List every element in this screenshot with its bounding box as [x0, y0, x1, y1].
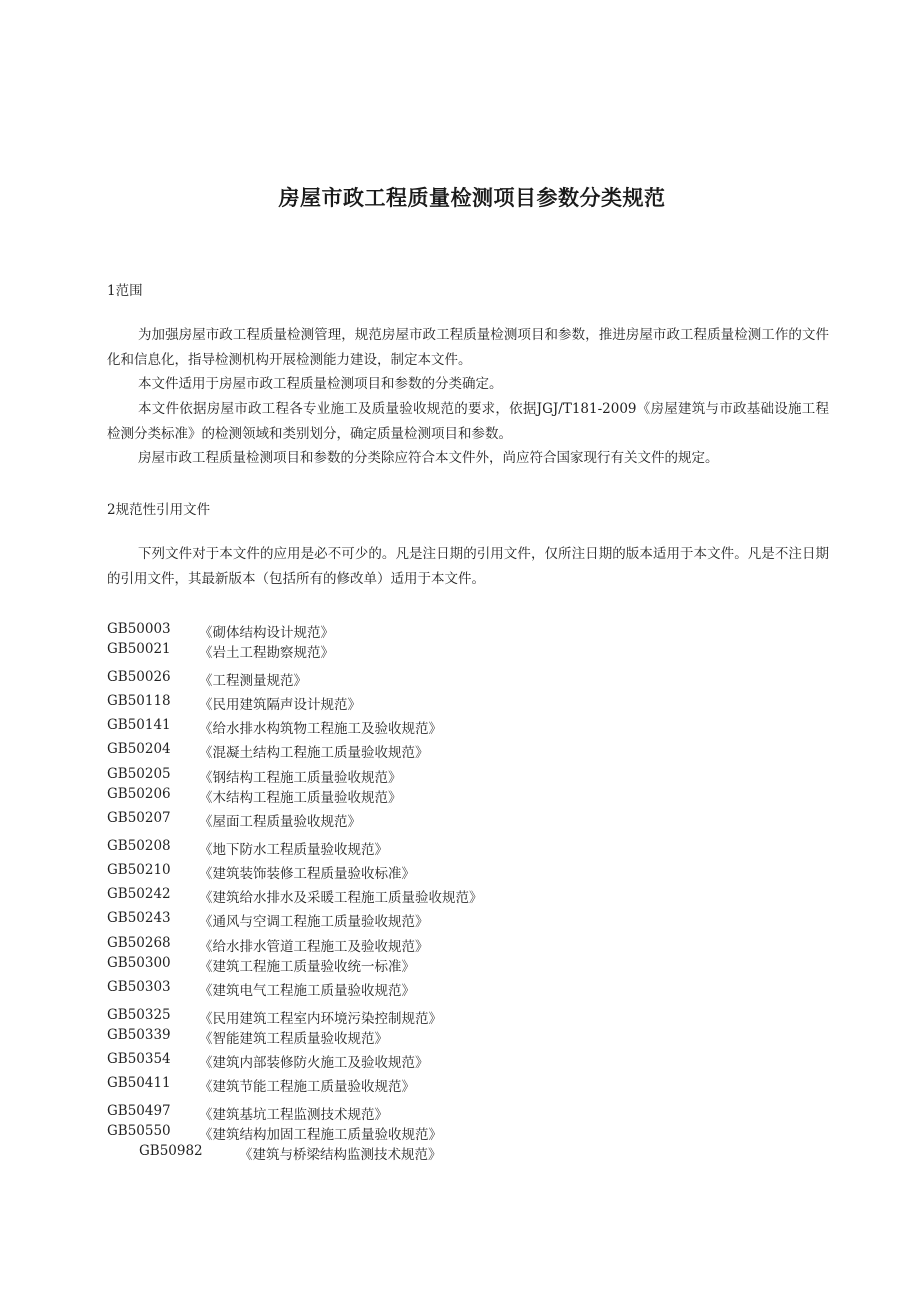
reference-name: 《地下防水工程质量验收规范》	[199, 842, 388, 858]
reference-name: 《建筑基坑工程监测技术规范》	[199, 1107, 388, 1123]
reference-name: 《工程测量规范》	[199, 673, 307, 689]
reference-name: 《砌体结构设计规范》	[199, 625, 334, 641]
section-2-heading: 2规范性引用文件	[107, 502, 211, 518]
reference-code: GB50208	[107, 838, 171, 854]
reference-code: GB50411	[107, 1075, 171, 1091]
section-1-paragraph: 房屋市政工程质量检测项目和参数的分类除应符合本文件外，尚应符合国家现行有关文件的规定。	[138, 450, 719, 466]
reference-code: GB50242	[107, 886, 171, 902]
reference-code: GB50205	[107, 766, 171, 782]
reference-code: GB50550	[107, 1123, 171, 1139]
reference-name: 《建筑节能工程施工质量验收规范》	[199, 1079, 415, 1095]
section-1-heading: 1范围	[107, 283, 143, 299]
reference-name: 《给水排水管道工程施工及验收规范》	[199, 939, 429, 955]
reference-name: 《建筑内部装修防火施工及验收规范》	[199, 1055, 429, 1071]
reference-code: GB50339	[107, 1027, 171, 1043]
reference-name: 《建筑工程施工质量验收统一标准》	[199, 959, 415, 975]
reference-name: 《建筑电气工程施工质量验收规范》	[199, 983, 415, 999]
reference-name: 《民用建筑工程室内环境污染控制规范》	[199, 1011, 442, 1027]
reference-code: GB50354	[107, 1051, 171, 1067]
reference-name: 《建筑结构加固工程施工质量验收规范》	[199, 1127, 442, 1143]
reference-code: GB50026	[107, 669, 171, 685]
reference-code: GB50243	[107, 910, 171, 926]
reference-code: GB50206	[107, 786, 171, 802]
reference-code: GB50003	[107, 621, 171, 637]
reference-code: GB50300	[107, 955, 171, 971]
reference-name: 《通风与空调工程施工质量验收规范》	[199, 914, 429, 930]
reference-name: 《给水排水构筑物工程施工及验收规范》	[199, 721, 442, 737]
reference-code: GB50210	[107, 862, 171, 878]
reference-name: 《智能建筑工程质量验收规范》	[199, 1031, 388, 1047]
reference-name: 《建筑装饰装修工程质量验收标准》	[199, 866, 415, 882]
reference-code: GB50303	[107, 979, 171, 995]
reference-code: GB50118	[107, 693, 171, 709]
section-2-paragraph: 下列文件对于本文件的应用是必不可少的。凡是注日期的引用文件，仅所注日期的版本适用于本文件。凡是不注日期的引用文件，其最新版本（包括所有的修改单）适用于本文件。	[107, 546, 829, 587]
reference-name: 《建筑给水排水及采暖工程施工质量验收规范》	[199, 890, 483, 906]
reference-code: GB50141	[107, 717, 171, 733]
reference-name: 《木结构工程施工质量验收规范》	[199, 790, 402, 806]
section-1-paragraph: 本文件适用于房屋市政工程质量检测项目和参数的分类确定。	[138, 376, 503, 392]
reference-name: 《建筑与桥梁结构监测技术规范》	[239, 1147, 442, 1163]
reference-code: GB50497	[107, 1103, 171, 1119]
reference-code: GB50021	[107, 641, 171, 657]
reference-code: GB50268	[107, 935, 171, 951]
reference-name: 《混凝土结构工程施工质量验收规范》	[199, 745, 429, 761]
section-1-paragraph: 为加强房屋市政工程质量检测管理，规范房屋市政工程质量检测项目和参数，推进房屋市政工程质量检测工作的文件化和信息化，指导检测机构开展检测能力建设，制定本文件。	[107, 327, 829, 368]
section-1-paragraph: 本文件依据房屋市政工程各专业施工及质量验收规范的要求，依据JGJ/T181-2009《房屋建筑与市政基础设施工程检测分类标准》的检测领域和类别划分，确定质量检测项目和参数。	[107, 401, 829, 442]
reference-name: 《钢结构工程施工质量验收规范》	[199, 770, 402, 786]
reference-code: GB50204	[107, 741, 171, 757]
reference-code: GB50982	[139, 1143, 203, 1159]
document-title: 房屋市政工程质量检测项目参数分类规范	[278, 186, 666, 210]
reference-code: GB50207	[107, 810, 171, 826]
reference-name: 《民用建筑隔声设计规范》	[199, 697, 361, 713]
reference-name: 《屋面工程质量验收规范》	[199, 814, 361, 830]
reference-name: 《岩土工程勘察规范》	[199, 645, 334, 661]
reference-code: GB50325	[107, 1007, 171, 1023]
